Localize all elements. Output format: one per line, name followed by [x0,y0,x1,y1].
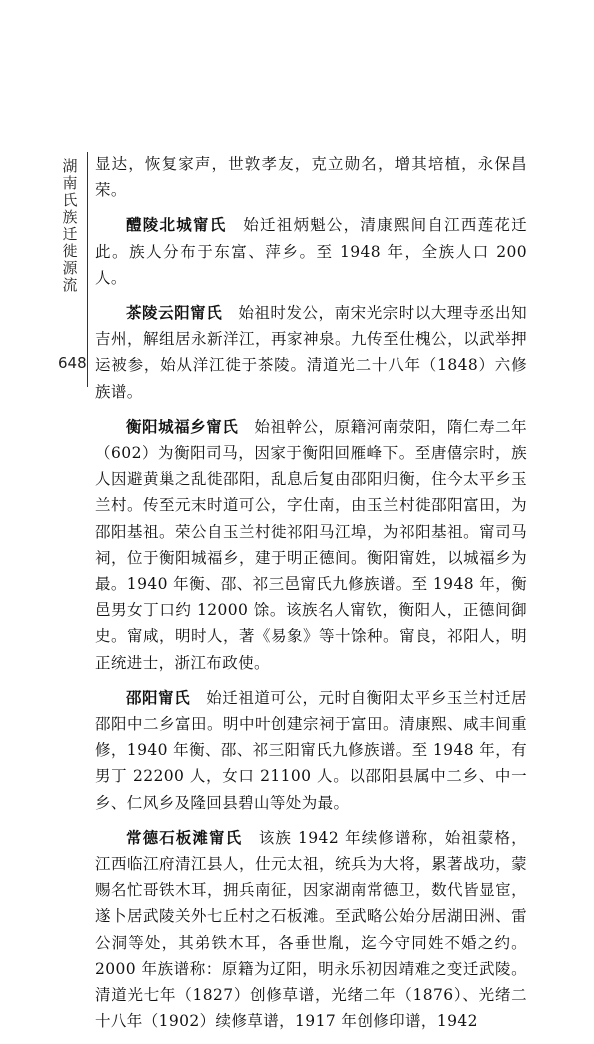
section-heading: 常德石板滩甯氏 [126,828,243,847]
running-title: 湖南氏族迁徙源流 [62,157,78,294]
paragraph [95,212,527,291]
margin-rule [87,152,88,387]
section-heading: 茶陵云阳甯氏 [126,304,223,323]
body-text [95,151,527,1044]
paragraph [95,825,527,1035]
paragraph-text: 始迁祖炳魁公，清康熙间自江西莲花迁此。族人分布于东富、萍乡。至 1948 年，全族人口 200 人。 [95,216,527,287]
paragraph-text: 始祖幹公，原籍河南荥阳，隋仁寿二年（602）为衡阳司马，因家于衡阳回雁峰下。至唐僖宗时，族人因避黄巢之乱徙邵阳，乱息后复由邵阳归衡，住今太平乡玉兰村。传至元末时道可公，字仕南，由玉兰村徙邵阳富田，为邵阳基祖。荣公自玉兰村徙祁阳马江埠，为祁阳基祖。甯司马祠，位于衡阳城福乡，建于明正德间。衡阳甯姓，以城福乡为最。1940 年衡、邵、祁三邑甯氏九修族谱。至 1948 年，衡邑男女丁口约 12000 馀。该族名人甯钦，衡阳人，正德间御史。甯咸，明时人，著《易象》等十馀种。甯良，祁阳人，明正统进士，浙江布政使。 [95,417,527,672]
paragraph-text: 始迁祖道可公，元时自衡阳太平乡玉兰村迁居邵阳中二乡富田。明中叶创建宗祠于富田。清康熙、咸丰间重修，1940 年衡、邵、祁三阳甯氏九修族谱。至 1948 年，有男丁 22200 人，女口 21100 人。以邵阳县属中二乡、中一乡、仁风乡及隆回县碧山等处为最。 [95,688,527,812]
paragraph [95,300,527,405]
page-number: 648 [58,354,87,372]
paragraph-text: 显达，恢复家声，世敦孝友，克立勋名，增其培植，永保昌荣。 [95,155,527,200]
paragraph [95,685,527,816]
paragraph [95,151,527,203]
section-heading: 醴陵北城甯氏 [126,216,227,235]
paragraph [95,414,527,676]
section-heading: 衡阳城福乡甯氏 [126,417,239,436]
section-heading: 邵阳甯氏 [126,688,191,707]
paragraph-text: 该族 1942 年续修谱称，始祖蒙格，江西临江府清江县人，仕元太祖，统兵为大将，累著战功，蒙赐名忙哥铁木耳，拥兵南征，因家湖南常德卫，数代皆显宦，遂卜居武陵关外七丘村之石板滩。至武略公始分居湖田洲、雷公洞等处，其弟铁木耳，各垂世胤，迄今守同姓不婚之约。2000 年族谱称：原籍为辽阳，明永乐初因靖难之变迁武陵。清道光七年（1827）创修草谱，光绪二年（1876）、光绪二十八年（1902）续修草谱，1917 年创修印谱，1942 [95,828,527,1031]
paragraph-text: 始祖时发公，南宋光宗时以大理寺丞出知吉州，解组居永新洋江，再家神泉。九传至仕槐公，以武举押运被参，始从洋江徙于茶陵。清道光二十八年（1848）六修族谱。 [95,304,527,401]
